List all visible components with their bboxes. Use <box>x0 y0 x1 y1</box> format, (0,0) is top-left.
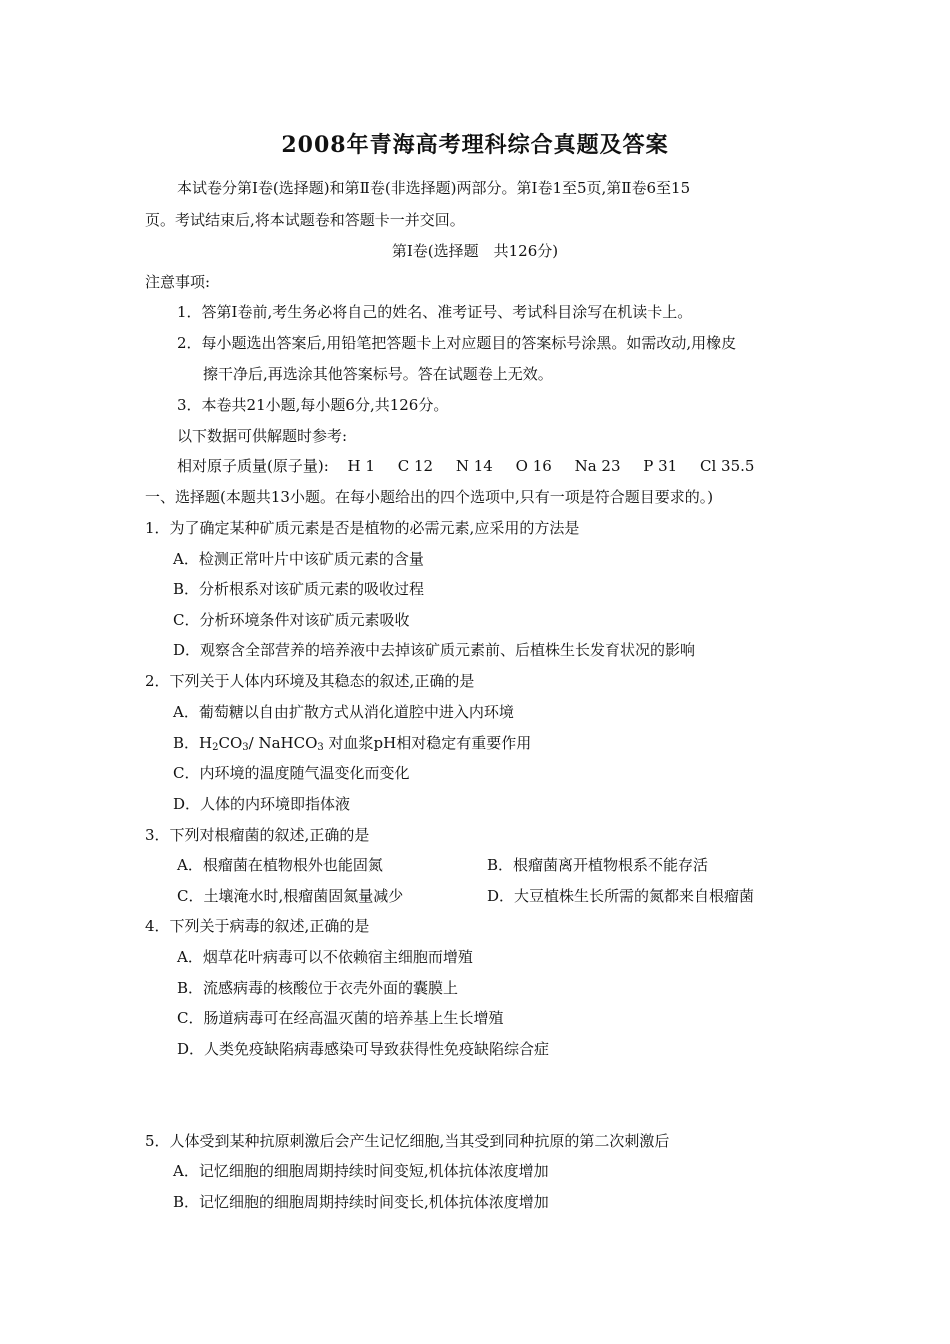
question-3-option-a: A．根瘤菌在植物根外也能固氮 <box>177 856 383 874</box>
question-1-option-a: A．检测正常叶片中该矿质元素的含量 <box>173 550 424 568</box>
formula-subscript: 3 <box>242 742 249 753</box>
atomic-mass-label: 相对原子质量(原子量): <box>177 457 329 475</box>
formula-part: B．H <box>173 734 213 752</box>
part-one-header: 一、选择题(本题共13小题。在每小题给出的四个选项中,只有一项是符合题目要求的。) <box>145 488 714 506</box>
note-item-1: 1．答第Ⅰ卷前,考生务必将自己的姓名、准考证号、考试科目涂写在机读卡上。 <box>177 303 693 321</box>
intro-line-1: 本试卷分第Ⅰ卷(选择题)和第Ⅱ卷(非选择题)两部分。第Ⅰ卷1至5页,第Ⅱ卷6至15 <box>177 179 691 197</box>
formula-subscript: 2 <box>212 742 219 753</box>
section-header: 第Ⅰ卷(选择题 共126分) <box>391 242 559 260</box>
atomic-mass-line <box>177 456 754 476</box>
note-item-2-line-2: 擦干净后,再选涂其他答案标号。答在试题卷上无效。 <box>203 365 553 383</box>
question-5-option-b: B．记忆细胞的细胞周期持续时间变长,机体抗体浓度增加 <box>173 1193 549 1211</box>
question-1-stem: 1．为了确定某种矿质元素是否是植物的必需元素,应采用的方法是 <box>145 519 580 537</box>
question-3-option-d: D．大豆植株生长所需的氮都来自根瘤菌 <box>487 887 755 905</box>
question-2-option-a: A．葡萄糖以自由扩散方式从消化道腔中进入内环境 <box>173 703 514 721</box>
formula-part: CO <box>218 734 243 752</box>
formula-part: / NaHCO <box>248 734 318 752</box>
question-1-option-b: B．分析根系对该矿质元素的吸收过程 <box>173 580 425 598</box>
question-5-stem: 5．人体受到某种抗原刺激后会产生记忆细胞,当其受到同种抗原的第二次刺激后 <box>145 1132 670 1150</box>
question-1-option-d: D．观察含全部营养的培养液中去掉该矿质元素前、后植株生长发育状况的影响 <box>173 641 696 659</box>
atomic-mass-value: P 31 <box>643 457 678 475</box>
document-title: 2008年青海高考理科综合真题及答案 <box>281 132 669 158</box>
question-2-stem: 2．下列关于人体内环境及其稳态的叙述,正确的是 <box>145 672 475 690</box>
question-3-stem: 3．下列对根瘤菌的叙述,正确的是 <box>145 826 370 844</box>
note-item-2-line-1: 2．每小题选出答案后,用铅笔把答题卡上对应题目的答案标号涂黑。如需改动,用橡皮 <box>177 334 737 352</box>
question-4-option-a: A．烟草花叶病毒可以不依赖宿主细胞而增殖 <box>177 948 473 966</box>
question-4-option-b: B．流感病毒的核酸位于衣壳外面的囊膜上 <box>177 979 459 997</box>
atomic-mass-value: C 12 <box>397 457 434 475</box>
question-2-option-d: D．人体的内环境即指体液 <box>173 795 351 813</box>
option-text: 对血浆pH相对稳定有重要作用 <box>323 734 532 752</box>
question-1-option-c: C．分析环境条件对该矿质元素吸收 <box>173 611 410 629</box>
note-item-3: 3．本卷共21小题,每小题6分,共126分。 <box>177 396 449 414</box>
question-4-option-c: C．肠道病毒可在经高温灭菌的培养基上生长增殖 <box>177 1009 504 1027</box>
question-3-option-b: B．根瘤菌离开植物根系不能存活 <box>487 856 709 874</box>
question-2-option-b <box>173 733 531 753</box>
atomic-mass-value: H 1 <box>347 457 375 475</box>
atomic-mass-value: N 14 <box>455 457 493 475</box>
intro-line-2: 页。考试结束后,将本试题卷和答题卡一并交回。 <box>145 211 465 229</box>
atomic-mass-value: O 16 <box>515 457 552 475</box>
atomic-mass-value: Na 23 <box>574 457 621 475</box>
question-4-stem: 4．下列关于病毒的叙述,正确的是 <box>145 917 370 935</box>
question-3-option-c: C．土壤淹水时,根瘤菌固氮量减少 <box>177 887 404 905</box>
question-2-option-c: C．内环境的温度随气温变化而变化 <box>173 764 410 782</box>
formula-subscript: 3 <box>317 742 324 753</box>
question-4-option-d: D．人类免疫缺陷病毒感染可导致获得性免疫缺陷综合症 <box>177 1040 550 1058</box>
notes-heading: 注意事项: <box>145 273 211 291</box>
question-5-option-a: A．记忆细胞的细胞周期持续时间变短,机体抗体浓度增加 <box>173 1162 549 1180</box>
atomic-mass-value: Cl 35.5 <box>700 457 755 475</box>
reference-note: 以下数据可供解题时参考: <box>177 427 348 445</box>
